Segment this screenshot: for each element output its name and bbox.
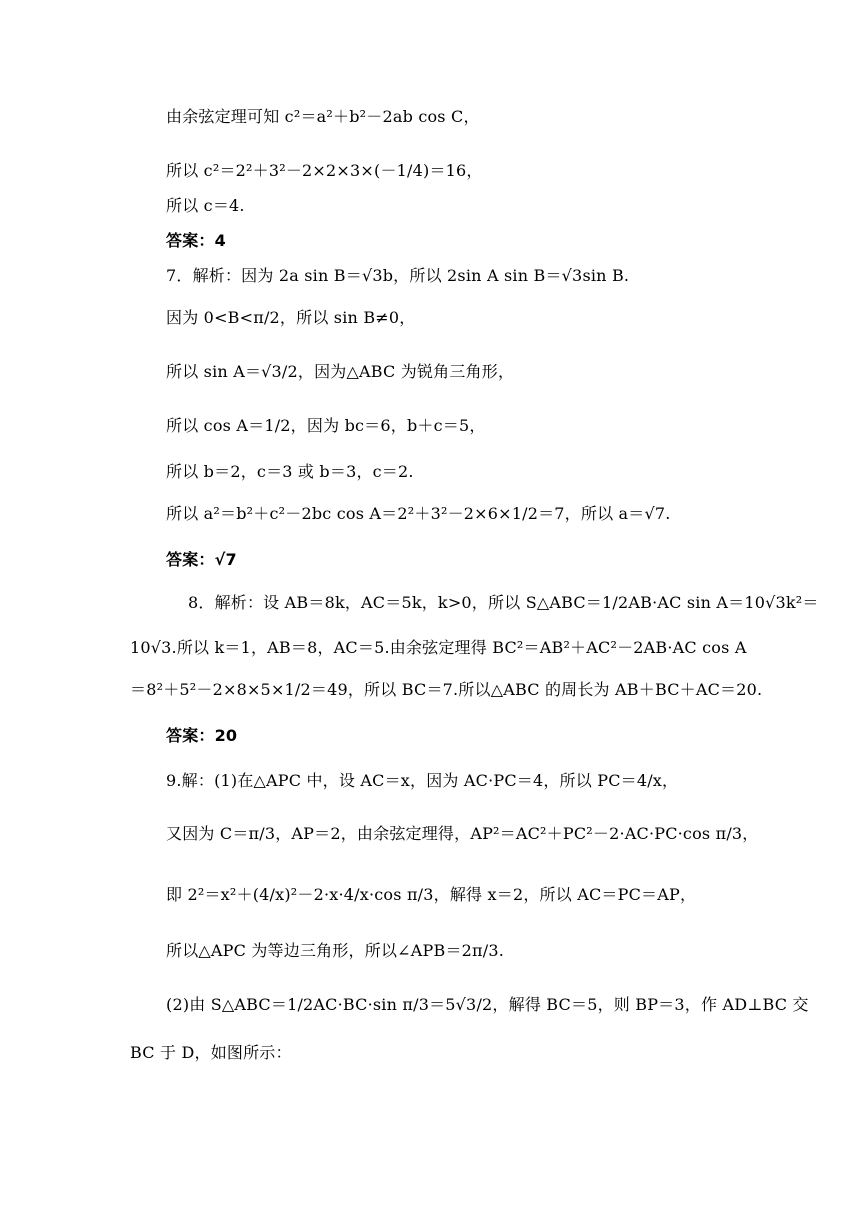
answer-line: 答案：√7 xyxy=(166,550,237,569)
text-line: 即 2²＝x²＋(4/x)²－2·x·4/x·cos π/3，解得 x＝2，所以 AC＝PC＝AP， xyxy=(166,885,697,904)
text-line: 所以△APC 为等边三角形，所以∠APB＝2π/3. xyxy=(166,941,504,960)
text-line: (2)由 S△ABC＝1/2AC·BC·sin π/3＝5√3/2，解得 BC＝5，则 BP＝3，作 AD⊥BC 交 xyxy=(166,995,809,1014)
text-line: 所以 a²＝b²＋c²－2bc cos A＝2²＋3²－2×6×1/2＝7，所以 a＝√7. xyxy=(166,504,671,523)
text-line: 因为 0<B<π/2，所以 sin B≠0， xyxy=(166,308,416,327)
text-line: 8．解析：设 AB＝8k，AC＝5k，k>0，所以 S△ABC＝1/2AB·AC sin A＝10√3k²＝ xyxy=(188,593,819,612)
text-line: BC 于 D，如图所示： xyxy=(130,1043,292,1062)
text-line: 所以 sin A＝√3/2，因为△ABC 为锐角三角形， xyxy=(166,362,515,381)
text-line: 又因为 C＝π/3，AP＝2，由余弦定理得，AP²＝AC²＋PC²－2·AC·PC·cos π/3， xyxy=(166,824,759,843)
text-line: 10√3.所以 k＝1，AB＝8，AC＝5.由余弦定理得 BC²＝AB²＋AC²－2AB·AC cos A xyxy=(130,638,747,657)
answer-line: 答案：4 xyxy=(166,231,226,250)
text-line: 9.解：(1)在△APC 中，设 AC＝x，因为 AC·PC＝4，所以 PC＝4/x， xyxy=(166,771,679,790)
text-line: ＝8²＋5²－2×8×5×1/2＝49，所以 BC＝7.所以△ABC 的周长为 AB＋BC＋AC＝20. xyxy=(130,680,763,699)
text-line: 7．解析：因为 2a sin B＝√3b，所以 2sin A sin B＝√3sin B. xyxy=(166,266,630,285)
text-line: 由余弦定理可知 c²＝a²＋b²－2ab cos C， xyxy=(166,107,480,126)
text-line: 所以 b＝2，c＝3 或 b＝3，c＝2. xyxy=(166,462,414,481)
text-line: 所以 c²＝2²＋3²－2×2×3×(－1/4)＝16， xyxy=(166,161,483,180)
text-line: 所以 c＝4. xyxy=(166,196,245,215)
answer-line: 答案：20 xyxy=(166,726,238,745)
text-line: 所以 cos A＝1/2，因为 bc＝6，b＋c＝5， xyxy=(166,416,486,435)
